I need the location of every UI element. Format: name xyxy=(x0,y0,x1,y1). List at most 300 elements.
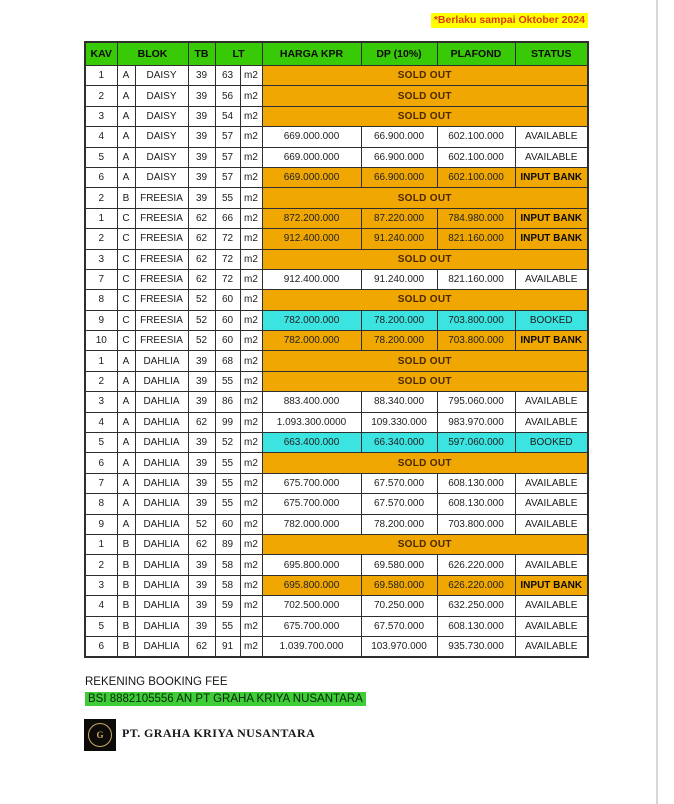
cell-status: AVAILABLE xyxy=(515,473,588,493)
table-row xyxy=(85,208,588,228)
cell-kav: 9 xyxy=(85,514,117,534)
table-row xyxy=(85,127,588,147)
cell-blok-name: DAISY xyxy=(135,127,188,147)
cell-status: BOOKED xyxy=(515,433,588,453)
cell-dp: 91.240.000 xyxy=(361,269,437,289)
cell-lt: 58 xyxy=(215,575,240,595)
cell-kav: 6 xyxy=(85,636,117,657)
cell-blok-name: DAHLIA xyxy=(135,351,188,371)
header-blok: BLOK xyxy=(117,42,188,66)
cell-kav: 7 xyxy=(85,473,117,493)
cell-tb: 39 xyxy=(188,371,215,391)
cell-blok-letter: A xyxy=(117,351,135,371)
table-row xyxy=(85,290,588,310)
cell-harga-kpr: 912.400.000 xyxy=(262,229,361,249)
cell-kav: 2 xyxy=(85,371,117,391)
cell-kav: 3 xyxy=(85,392,117,412)
header-plafond: PLAFOND xyxy=(437,42,515,66)
cell-dp: 69.580.000 xyxy=(361,575,437,595)
cell-blok-letter: C xyxy=(117,208,135,228)
cell-lt-unit: m2 xyxy=(240,392,262,412)
cell-kav: 2 xyxy=(85,555,117,575)
cell-status: AVAILABLE xyxy=(515,412,588,432)
cell-dp: 67.570.000 xyxy=(361,616,437,636)
table-row xyxy=(85,433,588,453)
cell-lt-unit: m2 xyxy=(240,66,262,86)
cell-plafond: 626.220.000 xyxy=(437,575,515,595)
cell-plafond: 983.970.000 xyxy=(437,412,515,432)
cell-blok-name: FREESIA xyxy=(135,188,188,208)
price-list-table xyxy=(84,41,589,658)
table-row xyxy=(85,229,588,249)
cell-lt-unit: m2 xyxy=(240,310,262,330)
table-row xyxy=(85,575,588,595)
cell-lt: 72 xyxy=(215,249,240,269)
cell-tb: 39 xyxy=(188,494,215,514)
cell-plafond: 602.100.000 xyxy=(437,127,515,147)
cell-lt-unit: m2 xyxy=(240,596,262,616)
cell-status: AVAILABLE xyxy=(515,392,588,412)
cell-lt-unit: m2 xyxy=(240,351,262,371)
table-row xyxy=(85,188,588,208)
cell-blok-letter: B xyxy=(117,596,135,616)
cell-lt: 66 xyxy=(215,208,240,228)
cell-status: AVAILABLE xyxy=(515,147,588,167)
table-row xyxy=(85,494,588,514)
cell-lt: 60 xyxy=(215,290,240,310)
cell-tb: 62 xyxy=(188,249,215,269)
cell-status-merged: SOLD OUT xyxy=(262,86,588,106)
table-row xyxy=(85,473,588,493)
cell-lt: 55 xyxy=(215,494,240,514)
table-row xyxy=(85,310,588,330)
cell-blok-name: DAHLIA xyxy=(135,494,188,514)
cell-tb: 52 xyxy=(188,331,215,351)
cell-tb: 52 xyxy=(188,514,215,534)
cell-blok-letter: A xyxy=(117,433,135,453)
cell-harga-kpr: 675.700.000 xyxy=(262,494,361,514)
cell-blok-letter: C xyxy=(117,269,135,289)
cell-lt: 57 xyxy=(215,127,240,147)
cell-tb: 52 xyxy=(188,310,215,330)
cell-blok-letter: A xyxy=(117,371,135,391)
cell-tb: 39 xyxy=(188,575,215,595)
cell-lt-unit: m2 xyxy=(240,636,262,657)
logo-monogram-icon: G xyxy=(96,729,104,740)
cell-lt-unit: m2 xyxy=(240,167,262,187)
cell-blok-letter: A xyxy=(117,392,135,412)
cell-harga-kpr: 782.000.000 xyxy=(262,310,361,330)
cell-tb: 62 xyxy=(188,534,215,554)
cell-plafond: 626.220.000 xyxy=(437,555,515,575)
cell-plafond: 608.130.000 xyxy=(437,616,515,636)
cell-lt: 55 xyxy=(215,473,240,493)
table-header-row xyxy=(85,42,588,66)
cell-plafond: 703.800.000 xyxy=(437,331,515,351)
table-row xyxy=(85,371,588,391)
cell-harga-kpr: 702.500.000 xyxy=(262,596,361,616)
cell-blok-name: DAHLIA xyxy=(135,514,188,534)
cell-blok-name: DAHLIA xyxy=(135,596,188,616)
cell-lt: 55 xyxy=(215,188,240,208)
cell-status-merged: SOLD OUT xyxy=(262,371,588,391)
cell-dp: 78.200.000 xyxy=(361,310,437,330)
cell-lt: 63 xyxy=(215,66,240,86)
table-row xyxy=(85,412,588,432)
cell-lt-unit: m2 xyxy=(240,229,262,249)
cell-lt-unit: m2 xyxy=(240,453,262,473)
table-row xyxy=(85,147,588,167)
table-row xyxy=(85,514,588,534)
cell-kav: 2 xyxy=(85,229,117,249)
logo-ring-icon xyxy=(88,723,112,747)
cell-plafond: 935.730.000 xyxy=(437,636,515,657)
cell-blok-name: DAHLIA xyxy=(135,371,188,391)
cell-lt-unit: m2 xyxy=(240,269,262,289)
cell-kav: 3 xyxy=(85,106,117,126)
cell-tb: 62 xyxy=(188,229,215,249)
company-name: PT. GRAHA KRIYA NUSANTARA xyxy=(122,726,316,740)
cell-status-merged: SOLD OUT xyxy=(262,290,588,310)
cell-tb: 39 xyxy=(188,66,215,86)
cell-tb: 39 xyxy=(188,127,215,147)
cell-status-merged: SOLD OUT xyxy=(262,351,588,371)
cell-plafond: 632.250.000 xyxy=(437,596,515,616)
cell-kav: 1 xyxy=(85,66,117,86)
cell-blok-letter: C xyxy=(117,249,135,269)
cell-kav: 3 xyxy=(85,575,117,595)
cell-kav: 5 xyxy=(85,433,117,453)
cell-lt-unit: m2 xyxy=(240,127,262,147)
cell-status-merged: SOLD OUT xyxy=(262,249,588,269)
cell-blok-name: DAHLIA xyxy=(135,392,188,412)
cell-tb: 39 xyxy=(188,106,215,126)
cell-status: AVAILABLE xyxy=(515,616,588,636)
cell-blok-letter: A xyxy=(117,127,135,147)
cell-kav: 2 xyxy=(85,86,117,106)
cell-lt: 72 xyxy=(215,269,240,289)
cell-dp: 91.240.000 xyxy=(361,229,437,249)
cell-lt: 91 xyxy=(215,636,240,657)
header-harga-kpr: HARGA KPR xyxy=(262,42,361,66)
cell-tb: 62 xyxy=(188,208,215,228)
cell-blok-name: DAHLIA xyxy=(135,636,188,657)
cell-kav: 4 xyxy=(85,127,117,147)
cell-status-merged: SOLD OUT xyxy=(262,534,588,554)
cell-kav: 5 xyxy=(85,616,117,636)
cell-lt-unit: m2 xyxy=(240,433,262,453)
cell-kav: 1 xyxy=(85,351,117,371)
cell-blok-name: DAHLIA xyxy=(135,555,188,575)
cell-lt: 68 xyxy=(215,351,240,371)
table-row xyxy=(85,616,588,636)
header-lt: LT xyxy=(215,42,262,66)
cell-tb: 39 xyxy=(188,351,215,371)
cell-lt-unit: m2 xyxy=(240,514,262,534)
cell-plafond: 608.130.000 xyxy=(437,494,515,514)
cell-dp: 78.200.000 xyxy=(361,514,437,534)
cell-plafond: 703.800.000 xyxy=(437,310,515,330)
cell-blok-name: DAHLIA xyxy=(135,433,188,453)
cell-blok-name: FREESIA xyxy=(135,208,188,228)
cell-plafond: 602.100.000 xyxy=(437,147,515,167)
cell-lt: 99 xyxy=(215,412,240,432)
cell-tb: 39 xyxy=(188,392,215,412)
cell-kav: 10 xyxy=(85,331,117,351)
cell-lt: 60 xyxy=(215,331,240,351)
cell-lt-unit: m2 xyxy=(240,412,262,432)
cell-lt: 57 xyxy=(215,167,240,187)
cell-status: INPUT BANK xyxy=(515,575,588,595)
cell-blok-name: DAHLIA xyxy=(135,473,188,493)
validity-note: *Berlaku sampai Oktober 2024 xyxy=(431,13,588,28)
cell-lt-unit: m2 xyxy=(240,86,262,106)
cell-dp: 66.340.000 xyxy=(361,433,437,453)
table-row xyxy=(85,351,588,371)
cell-tb: 62 xyxy=(188,269,215,289)
cell-plafond: 597.060.000 xyxy=(437,433,515,453)
cell-blok-letter: A xyxy=(117,494,135,514)
cell-lt: 72 xyxy=(215,229,240,249)
cell-status: AVAILABLE xyxy=(515,514,588,534)
cell-blok-name: FREESIA xyxy=(135,310,188,330)
cell-dp: 87.220.000 xyxy=(361,208,437,228)
cell-harga-kpr: 669.000.000 xyxy=(262,167,361,187)
rekening-account-highlight: BSI 8882105556 AN PT GRAHA KRIYA NUSANTARA xyxy=(85,692,366,706)
table-row xyxy=(85,392,588,412)
cell-harga-kpr: 782.000.000 xyxy=(262,331,361,351)
cell-plafond: 608.130.000 xyxy=(437,473,515,493)
cell-plafond: 821.160.000 xyxy=(437,229,515,249)
header-kav: KAV xyxy=(85,42,117,66)
cell-tb: 39 xyxy=(188,616,215,636)
cell-harga-kpr: 695.800.000 xyxy=(262,575,361,595)
cell-status: INPUT BANK xyxy=(515,331,588,351)
cell-kav: 4 xyxy=(85,412,117,432)
cell-dp: 70.250.000 xyxy=(361,596,437,616)
cell-plafond: 821.160.000 xyxy=(437,269,515,289)
cell-lt-unit: m2 xyxy=(240,534,262,554)
header-tb: TB xyxy=(188,42,215,66)
cell-lt: 56 xyxy=(215,86,240,106)
table-row xyxy=(85,269,588,289)
cell-blok-name: DAHLIA xyxy=(135,453,188,473)
cell-lt-unit: m2 xyxy=(240,616,262,636)
cell-tb: 62 xyxy=(188,636,215,657)
cell-lt-unit: m2 xyxy=(240,575,262,595)
cell-lt-unit: m2 xyxy=(240,147,262,167)
cell-harga-kpr: 695.800.000 xyxy=(262,555,361,575)
cell-blok-letter: A xyxy=(117,147,135,167)
cell-blok-letter: B xyxy=(117,534,135,554)
cell-dp: 69.580.000 xyxy=(361,555,437,575)
cell-status-merged: SOLD OUT xyxy=(262,188,588,208)
cell-blok-letter: B xyxy=(117,188,135,208)
cell-kav: 4 xyxy=(85,596,117,616)
cell-lt: 60 xyxy=(215,514,240,534)
cell-status-merged: SOLD OUT xyxy=(262,66,588,86)
table-row xyxy=(85,66,588,86)
header-dp-10-: DP (10%) xyxy=(361,42,437,66)
cell-dp: 109.330.000 xyxy=(361,412,437,432)
cell-lt: 60 xyxy=(215,310,240,330)
cell-status: INPUT BANK xyxy=(515,167,588,187)
cell-harga-kpr: 669.000.000 xyxy=(262,127,361,147)
table-row xyxy=(85,331,588,351)
cell-blok-letter: A xyxy=(117,412,135,432)
cell-kav: 1 xyxy=(85,208,117,228)
cell-plafond: 602.100.000 xyxy=(437,167,515,187)
cell-blok-name: FREESIA xyxy=(135,290,188,310)
cell-kav: 3 xyxy=(85,249,117,269)
cell-status: BOOKED xyxy=(515,310,588,330)
cell-harga-kpr: 883.400.000 xyxy=(262,392,361,412)
cell-lt-unit: m2 xyxy=(240,555,262,575)
cell-blok-letter: B xyxy=(117,636,135,657)
cell-tb: 39 xyxy=(188,555,215,575)
cell-kav: 9 xyxy=(85,310,117,330)
cell-tb: 39 xyxy=(188,147,215,167)
cell-dp: 78.200.000 xyxy=(361,331,437,351)
cell-blok-name: DAISY xyxy=(135,167,188,187)
cell-tb: 39 xyxy=(188,473,215,493)
cell-blok-letter: A xyxy=(117,106,135,126)
cell-lt-unit: m2 xyxy=(240,208,262,228)
cell-dp: 66.900.000 xyxy=(361,127,437,147)
cell-kav: 2 xyxy=(85,188,117,208)
cell-blok-name: DAHLIA xyxy=(135,616,188,636)
cell-status: AVAILABLE xyxy=(515,269,588,289)
cell-lt: 59 xyxy=(215,596,240,616)
cell-harga-kpr: 675.700.000 xyxy=(262,473,361,493)
cell-plafond: 703.800.000 xyxy=(437,514,515,534)
cell-blok-letter: A xyxy=(117,66,135,86)
cell-dp: 66.900.000 xyxy=(361,167,437,187)
cell-lt-unit: m2 xyxy=(240,473,262,493)
table-row xyxy=(85,636,588,657)
cell-blok-name: DAISY xyxy=(135,147,188,167)
cell-plafond: 795.060.000 xyxy=(437,392,515,412)
cell-blok-letter: C xyxy=(117,229,135,249)
cell-tb: 39 xyxy=(188,596,215,616)
cell-harga-kpr: 1.039.700.000 xyxy=(262,636,361,657)
table-row xyxy=(85,534,588,554)
cell-blok-letter: A xyxy=(117,167,135,187)
cell-blok-letter: B xyxy=(117,616,135,636)
cell-lt-unit: m2 xyxy=(240,106,262,126)
cell-harga-kpr: 872.200.000 xyxy=(262,208,361,228)
company-logo xyxy=(84,719,116,751)
cell-lt-unit: m2 xyxy=(240,188,262,208)
cell-status: AVAILABLE xyxy=(515,127,588,147)
cell-tb: 39 xyxy=(188,86,215,106)
table-row xyxy=(85,596,588,616)
cell-lt: 89 xyxy=(215,534,240,554)
cell-harga-kpr: 663.400.000 xyxy=(262,433,361,453)
cell-lt: 55 xyxy=(215,616,240,636)
cell-lt: 55 xyxy=(215,371,240,391)
table-row xyxy=(85,249,588,269)
header-status: STATUS xyxy=(515,42,588,66)
table-row xyxy=(85,106,588,126)
cell-blok-name: DAHLIA xyxy=(135,575,188,595)
cell-lt: 58 xyxy=(215,555,240,575)
cell-blok-name: DAISY xyxy=(135,66,188,86)
cell-kav: 5 xyxy=(85,147,117,167)
cell-tb: 39 xyxy=(188,433,215,453)
cell-dp: 103.970.000 xyxy=(361,636,437,657)
cell-harga-kpr: 1.093.300.0000 xyxy=(262,412,361,432)
cell-blok-name: FREESIA xyxy=(135,229,188,249)
cell-kav: 6 xyxy=(85,167,117,187)
cell-kav: 8 xyxy=(85,290,117,310)
cell-blok-name: DAHLIA xyxy=(135,534,188,554)
cell-lt: 54 xyxy=(215,106,240,126)
cell-blok-letter: C xyxy=(117,331,135,351)
cell-status: INPUT BANK xyxy=(515,229,588,249)
table-row xyxy=(85,86,588,106)
rekening-label: REKENING BOOKING FEE xyxy=(85,676,228,688)
cell-harga-kpr: 669.000.000 xyxy=(262,147,361,167)
cell-tb: 39 xyxy=(188,453,215,473)
cell-lt: 86 xyxy=(215,392,240,412)
cell-kav: 6 xyxy=(85,453,117,473)
cell-lt-unit: m2 xyxy=(240,494,262,514)
cell-blok-letter: C xyxy=(117,290,135,310)
cell-lt-unit: m2 xyxy=(240,249,262,269)
cell-lt-unit: m2 xyxy=(240,331,262,351)
cell-lt: 52 xyxy=(215,433,240,453)
cell-dp: 67.570.000 xyxy=(361,494,437,514)
cell-dp: 88.340.000 xyxy=(361,392,437,412)
cell-status: AVAILABLE xyxy=(515,636,588,657)
cell-lt-unit: m2 xyxy=(240,371,262,391)
cell-blok-name: FREESIA xyxy=(135,269,188,289)
cell-blok-name: FREESIA xyxy=(135,331,188,351)
cell-lt: 57 xyxy=(215,147,240,167)
cell-status-merged: SOLD OUT xyxy=(262,453,588,473)
cell-kav: 1 xyxy=(85,534,117,554)
cell-kav: 8 xyxy=(85,494,117,514)
cell-blok-letter: A xyxy=(117,86,135,106)
table-row xyxy=(85,167,588,187)
cell-harga-kpr: 675.700.000 xyxy=(262,616,361,636)
table-row xyxy=(85,453,588,473)
cell-blok-letter: A xyxy=(117,514,135,534)
cell-blok-name: DAISY xyxy=(135,106,188,126)
cell-tb: 52 xyxy=(188,290,215,310)
cell-blok-letter: C xyxy=(117,310,135,330)
cell-harga-kpr: 912.400.000 xyxy=(262,269,361,289)
cell-tb: 39 xyxy=(188,188,215,208)
cell-dp: 66.900.000 xyxy=(361,147,437,167)
cell-status: AVAILABLE xyxy=(515,596,588,616)
cell-tb: 39 xyxy=(188,167,215,187)
cell-status: AVAILABLE xyxy=(515,494,588,514)
cell-kav: 7 xyxy=(85,269,117,289)
cell-blok-name: DAISY xyxy=(135,86,188,106)
cell-status: INPUT BANK xyxy=(515,208,588,228)
photo-edge-line xyxy=(656,0,658,804)
cell-blok-letter: B xyxy=(117,575,135,595)
cell-lt: 55 xyxy=(215,453,240,473)
cell-blok-letter: A xyxy=(117,453,135,473)
cell-harga-kpr: 782.000.000 xyxy=(262,514,361,534)
cell-plafond: 784.980.000 xyxy=(437,208,515,228)
cell-blok-letter: B xyxy=(117,555,135,575)
cell-blok-name: FREESIA xyxy=(135,249,188,269)
cell-blok-name: DAHLIA xyxy=(135,412,188,432)
